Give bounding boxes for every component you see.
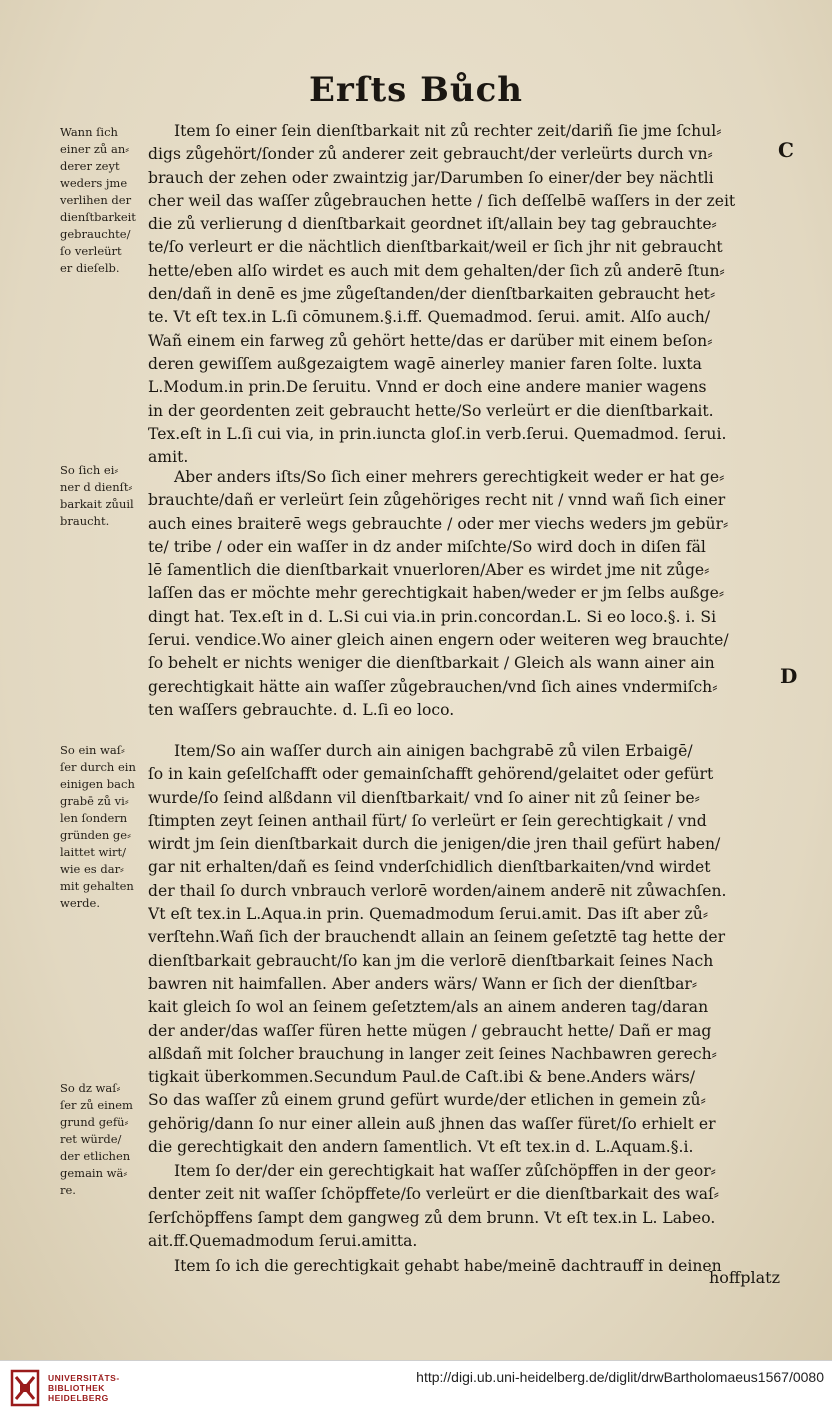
text-line: deren gewiſſem außgezaigtem wagē ainerley manier faren ſolte. luxta bbox=[148, 354, 702, 373]
text-line: gerechtigkait hätte ain waſſer zůgebrauchen/vnd ſich aines vndermiſch⸗ bbox=[148, 677, 718, 696]
paragraph-1 bbox=[148, 120, 784, 469]
margin-note-line: ſer durch ein bbox=[60, 760, 136, 774]
margin-note-3 bbox=[60, 742, 152, 912]
margin-note-line: grund gefü⸗ bbox=[60, 1115, 129, 1129]
margin-note-line: barkait zůuil bbox=[60, 497, 134, 511]
text-line: Tex.eſt in L.ſi cui via, in prin.iuncta gloſ.in verb.ſerui. Quemadmod. ſerui. bbox=[148, 424, 727, 443]
text-line: So das waſſer zů einem grund gefürt wurde/der etlichen in gemein zů⸗ bbox=[148, 1091, 706, 1110]
text-line: Item ſo der/der ein gerechtigkait hat waſſer zůſchöpffen in der geor⸗ bbox=[174, 1162, 716, 1180]
text-line: der ander/das waſſer füren hette mügen / gebraucht hette/ Dañ er mag bbox=[148, 1021, 712, 1040]
margin-note-line: einer zů an⸗ bbox=[60, 142, 130, 156]
margin-note-line: dienſtbarkeit bbox=[60, 210, 136, 224]
margin-note-line: So dz waſ⸗ bbox=[60, 1081, 121, 1095]
library-name-line: UNIVERSITÄTS- bbox=[48, 1373, 120, 1383]
text-line: tigkait überkommen.Secundum Paul.de Caſt.ibi & bene.Anders wärs/ bbox=[148, 1068, 695, 1087]
margin-note-line: derer zeyt bbox=[60, 159, 120, 173]
margin-note-1 bbox=[60, 124, 152, 277]
text-line: hette/eben alſo wirdet es auch mit dem gehalten/der ſich zů anderē ſtun⸗ bbox=[148, 261, 725, 280]
text-line: alßdañ mit ſolcher brauchung in langer zeit ſeines Nachbawren gerech⸗ bbox=[148, 1044, 717, 1063]
margin-note-line: gründen ge⸗ bbox=[60, 828, 131, 842]
paragraph-5 bbox=[148, 1255, 784, 1278]
text-line: ſerui. vendice.Wo ainer gleich ainen engern oder weiteren weg brauchte/ bbox=[148, 631, 729, 650]
margin-note-line: So ein waſ⸗ bbox=[60, 743, 125, 757]
text-line: kait gleich ſo wol an ſeinem geſetztem/als an ainem anderen tag/daran bbox=[148, 998, 709, 1017]
paragraph-2 bbox=[148, 466, 784, 722]
text-line: brauchte/dañ er verleürt ſein zůgehöriges recht nit / vnnd wañ ſich einer bbox=[148, 491, 726, 510]
text-line: Vt eſt tex.in L.Aqua.in prin. Quemadmodum ſerui.amit. Das iſt aber zů⸗ bbox=[148, 905, 709, 924]
paragraph-3 bbox=[148, 740, 784, 1159]
margin-note-line: weders jme bbox=[60, 176, 128, 190]
margin-note-2 bbox=[60, 462, 152, 530]
marginal-letter-d: D bbox=[780, 664, 798, 688]
library-name bbox=[48, 1373, 120, 1403]
text-line: der thail ſo durch vnbrauch verlorē worden/ainem anderē nit zůwachſen. bbox=[148, 881, 727, 900]
text-line: Item ſo einer ſein dienſtbarkait nit zů rechter zeit/dariñ ſie jme ſchul⸗ bbox=[174, 122, 722, 140]
margin-note-line: einigen bach bbox=[60, 777, 135, 791]
text-line: lē ſamentlich die dienſtbarkait vnuerloren/Aber es wirdet jme nit zůge⸗ bbox=[148, 561, 710, 580]
library-logo-icon bbox=[10, 1369, 40, 1407]
text-line: Aber anders iſts/So ſich einer mehrers gerechtigkeit weder er hat ge⸗ bbox=[174, 468, 725, 486]
permalink-url[interactable]: http://digi.ub.uni-heidelberg.de/diglit/drwBartholomaeus1567/0080 bbox=[416, 1369, 824, 1385]
text-line: gehörig/dann ſo nur einer allein auß jhnen das waſſer füret/ſo erhielt er bbox=[148, 1114, 716, 1133]
margin-note-line: laittet wirt/ bbox=[60, 845, 127, 859]
margin-note-line: der etlichen bbox=[60, 1149, 131, 1163]
marginal-letter-c: C bbox=[778, 138, 794, 162]
text-line: te/ſo verleurt er die nächtlich dienſtbarkait/weil er ſich jhr nit gebraucht bbox=[148, 238, 723, 257]
text-line: amit. bbox=[148, 448, 189, 467]
text-line: cher weil das waſſer zůgebrauchen hette / ſich deſſelbē waſſers in der zeit bbox=[148, 191, 736, 210]
text-line: ſo behelt er nichts weniger die dienſtbarkait / Gleich als wann ainer ain bbox=[148, 654, 715, 673]
paragraph-4 bbox=[148, 1160, 784, 1253]
library-name-line: HEIDELBERG bbox=[48, 1393, 109, 1403]
margin-note-line: So ſich ei⸗ bbox=[60, 463, 119, 477]
margin-note-line: ret würde/ bbox=[60, 1132, 122, 1146]
text-line: wurde/ſo ſeind alßdann vil dienſtbarkait/ vnd ſo ainer nit zů ſeiner be⸗ bbox=[148, 788, 700, 807]
margin-note-line: er dieſelb. bbox=[60, 261, 120, 275]
margin-note-line: len ſondern bbox=[60, 811, 128, 825]
margin-note-line: ſo verleürt bbox=[60, 244, 122, 258]
text-line: ten waſſers gebrauchte. d. L.ſi eo loco. bbox=[148, 700, 455, 719]
text-line: die gerechtigkait den andern ſamentlich. Vt eſt tex.in d. L.Aquam.§.i. bbox=[148, 1138, 694, 1157]
library-name-line: BIBLIOTHEK bbox=[48, 1383, 105, 1393]
text-line: ait.ff.Quemadmodum ſerui.amitta. bbox=[148, 1231, 418, 1250]
text-line: digs zůgehört/ſonder zů anderer zeit gebraucht/der verleürts durch vn⸗ bbox=[148, 145, 713, 164]
running-header: Erſts Bůch bbox=[308, 70, 524, 110]
text-line: te. Vt eſt tex.in L.ſi cōmunem.§.i.ff. Quemadmod. ſerui. amit. Alſo auch/ bbox=[148, 308, 711, 327]
margin-note-line: verlihen der bbox=[60, 193, 132, 207]
text-line: ſerſchöpffens ſampt dem gangweg zů dem brunn. Vt eſt tex.in L. Labeo. bbox=[148, 1208, 716, 1227]
text-line: brauch der zehen oder zwaintzig jar/Darumben ſo einer/der bey nächtli bbox=[148, 168, 714, 187]
text-line: Wañ einem ein farweg zů gehört hette/das er darüber mit einem beſon⸗ bbox=[148, 331, 713, 350]
text-line: te/ tribe / oder ein waſſer in dz ander miſchte/So wird doch in diſen fäl bbox=[148, 537, 706, 556]
text-line: ſtimpten zeyt ſeinen anthail fürt/ ſo verleürt er ſein gerechtigkait / vnd bbox=[148, 811, 707, 830]
margin-note-line: ner d dienſt⸗ bbox=[60, 480, 133, 494]
margin-note-line: werde. bbox=[60, 896, 100, 910]
text-line: ſo in kain geſelſchafft oder gemainſchafft gehörend/gelaitet oder gefürt bbox=[148, 765, 714, 784]
text-line: Item/So ain waſſer durch ain ainigen bachgrabē zů vilen Erbaigē/ bbox=[174, 742, 693, 760]
text-line: verſtehn.Wañ ſich der brauchendt allain an ſeinem geſetztē tag hette der bbox=[148, 928, 726, 947]
margin-note-line: gemain wä⸗ bbox=[60, 1166, 128, 1180]
margin-note-line: Wann ſich bbox=[60, 125, 118, 139]
margin-note-line: gebrauchte/ bbox=[60, 227, 131, 241]
margin-note-line: grabē zů vi⸗ bbox=[60, 794, 129, 808]
margin-note-line: ſer zů einem bbox=[60, 1098, 133, 1112]
text-line: wirdt jm ſein dienſtbarkait durch die jenigen/die jren thail gefürt haben/ bbox=[148, 835, 721, 854]
text-line: die zů verlierung d dienſtbarkait geordnet iſt/allain bey tag gebrauchte⸗ bbox=[148, 215, 717, 234]
text-line: dienſtbarkait gebraucht/ſo kan jm die verlorē dienſtbarkait ſeines Nach bbox=[148, 951, 714, 970]
text-line: denter zeit nit waſſer ſchöpffete/ſo verleürt er die dienſtbarkait des waſ⸗ bbox=[148, 1185, 719, 1204]
text-line: laſſen das er möchte mehr gerechtigkait haben/weder er jm ſelbs außge⸗ bbox=[148, 584, 725, 603]
text-line: auch eines braiterē wegs gebrauchte / oder mer viechs weders jm gebür⸗ bbox=[148, 514, 729, 533]
margin-note-line: wie es dar⸗ bbox=[60, 862, 124, 876]
margin-note-line: braucht. bbox=[60, 514, 110, 528]
text-line: in der geordenten zeit gebraucht hette/So verleürt er die dienſtbarkait. bbox=[148, 401, 714, 420]
text-line: L.Modum.in prin.De ſeruitu. Vnnd er doch eine andere manier wagens bbox=[148, 378, 707, 397]
text-line: gar nit erhalten/dañ es ſeind vnderſchidlich dienſtbarkaiten/vnd wirdet bbox=[148, 858, 711, 877]
margin-note-line: mit gehalten bbox=[60, 879, 134, 893]
text-line: Item ſo ich die gerechtigkait gehabt habe/meinē dachtrauff in deinen bbox=[174, 1257, 722, 1275]
text-line: dingt hat. Tex.eſt in d. L.Si cui via.in prin.concordan.L. Si eo loco.§. i. Si bbox=[148, 607, 717, 626]
viewer-footer bbox=[0, 1360, 832, 1419]
text-line: den/dañ in denē es jme zůgeſtanden/der dienſtbarkaiten gebraucht het⸗ bbox=[148, 285, 716, 304]
margin-note-4 bbox=[60, 1080, 152, 1199]
catchword: hoffplatz bbox=[708, 1268, 780, 1287]
text-line: bawren nit haimfallen. Aber anders wärs/ Wann er ſich der dienſtbar⸗ bbox=[148, 974, 698, 993]
margin-note-line: re. bbox=[60, 1183, 76, 1197]
